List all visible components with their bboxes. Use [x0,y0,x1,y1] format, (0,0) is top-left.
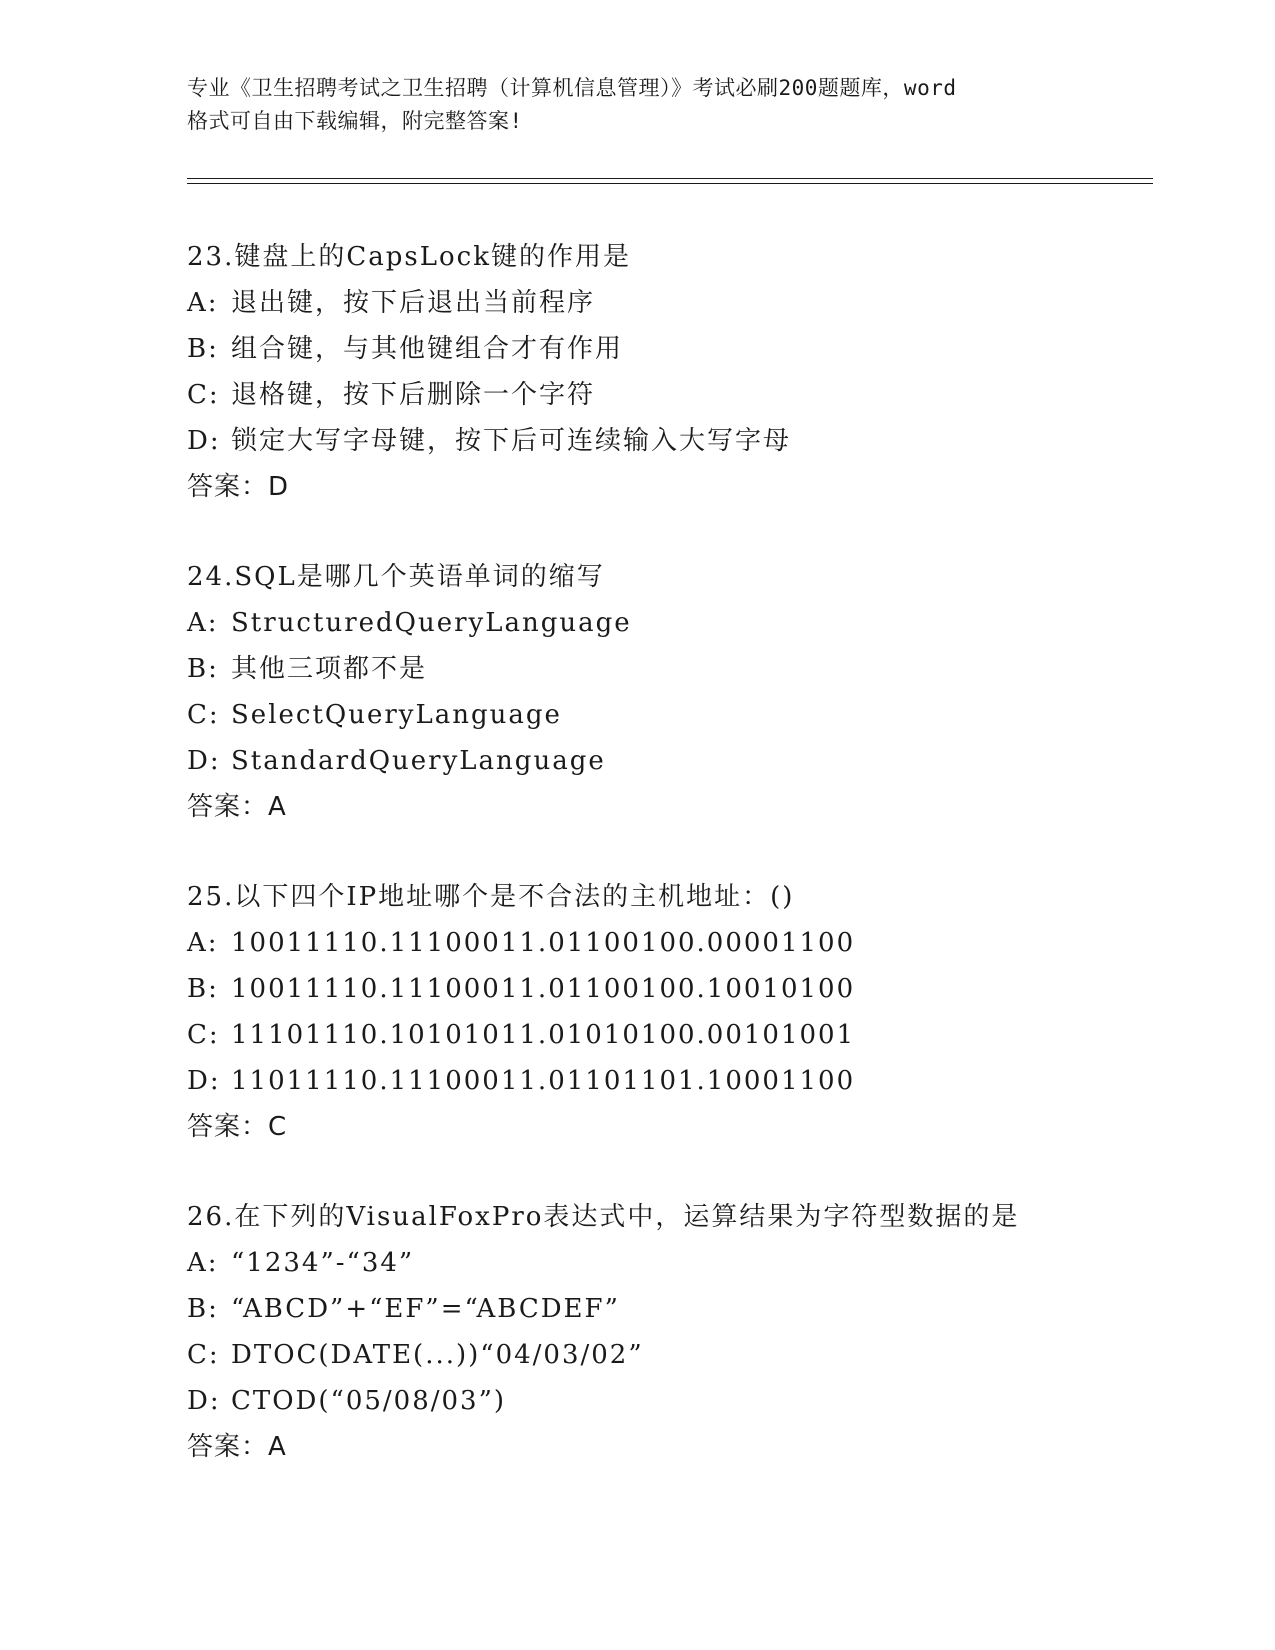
option-letter: D: [187,746,221,776]
question-stem: 23.键盘上的CapsLock键的作用是 [187,242,631,272]
option-text: 10011110.11100011.01100100.10010100 [231,974,856,1004]
question-stem: 26.在下列的VisualFoxPro表达式中，运算结果为字符型数据的是 [187,1202,1020,1232]
option-letter: C: [187,380,220,410]
option-letter: D: [187,426,221,456]
option-letter: D: [187,1066,221,1096]
option-text: “ABCD”+“EF”=“ABCDEF” [231,1294,620,1324]
answer-line: 答案：C [187,1112,288,1142]
option-text: 锁定大写字母键，按下后可连续输入大写字母 [231,426,792,456]
option-a [187,280,1147,326]
question-block [187,554,1147,830]
option-letter: B: [187,974,219,1004]
option-letter: C: [187,700,220,730]
option-text: “1234”-“34” [231,1248,415,1278]
option-letter: B: [187,334,219,364]
option-letter: B: [187,1294,219,1324]
option-text: 退格键，按下后删除一个字符 [231,380,596,410]
option-c [187,1332,1147,1378]
option-text: SelectQueryLanguage [231,700,562,730]
option-d [187,1378,1147,1424]
option-text: 组合键，与其他键组合才有作用 [231,334,624,364]
header-divider-top [187,178,1153,179]
header-line-1: 专业《卫生招聘考试之卫生招聘（计算机信息管理）》考试必刷200题题库，word [187,76,957,100]
option-b [187,646,1147,692]
option-letter: C: [187,1020,220,1050]
option-letter: B: [187,654,219,684]
option-c [187,692,1147,738]
option-a [187,600,1147,646]
option-d [187,418,1147,464]
option-letter: A: [187,1248,219,1278]
option-text: 11011110.11100011.01101101.10001100 [231,1066,856,1096]
option-a [187,1240,1147,1286]
option-b [187,326,1147,372]
option-letter: D: [187,1386,221,1416]
answer-line: 答案：A [187,792,287,822]
option-text: 其他三项都不是 [231,654,428,684]
option-letter: C: [187,1340,220,1370]
question-block [187,234,1147,510]
option-letter: A: [187,288,219,318]
option-a [187,920,1147,966]
option-text: 10011110.11100011.01100100.00001100 [231,928,856,958]
option-text: DTOC(DATE(...))“04/03/02” [231,1340,644,1370]
option-text: 退出键，按下后退出当前程序 [231,288,596,318]
answer-line: 答案：D [187,472,290,502]
option-text: StandardQueryLanguage [231,746,606,776]
question-stem: 25.以下四个IP地址哪个是不合法的主机地址：() [187,882,795,912]
option-text: 11101110.10101011.01010100.00101001 [231,1020,856,1050]
question-block [187,1194,1147,1470]
option-letter: A: [187,608,219,638]
question-stem: 24.SQL是哪几个英语单词的缩写 [187,562,605,592]
option-text: CTOD(“05/08/03”) [231,1386,507,1416]
option-d [187,1058,1147,1104]
header-divider-bottom [187,183,1153,184]
header-line-2: 格式可自由下载编辑，附完整答案! [187,109,523,133]
document-header [187,72,1087,138]
answer-line: 答案：A [187,1432,287,1462]
question-block [187,874,1147,1150]
option-text: StructuredQueryLanguage [231,608,632,638]
option-b [187,966,1147,1012]
option-letter: A: [187,928,219,958]
option-b [187,1286,1147,1332]
option-c [187,372,1147,418]
option-c [187,1012,1147,1058]
option-d [187,738,1147,784]
